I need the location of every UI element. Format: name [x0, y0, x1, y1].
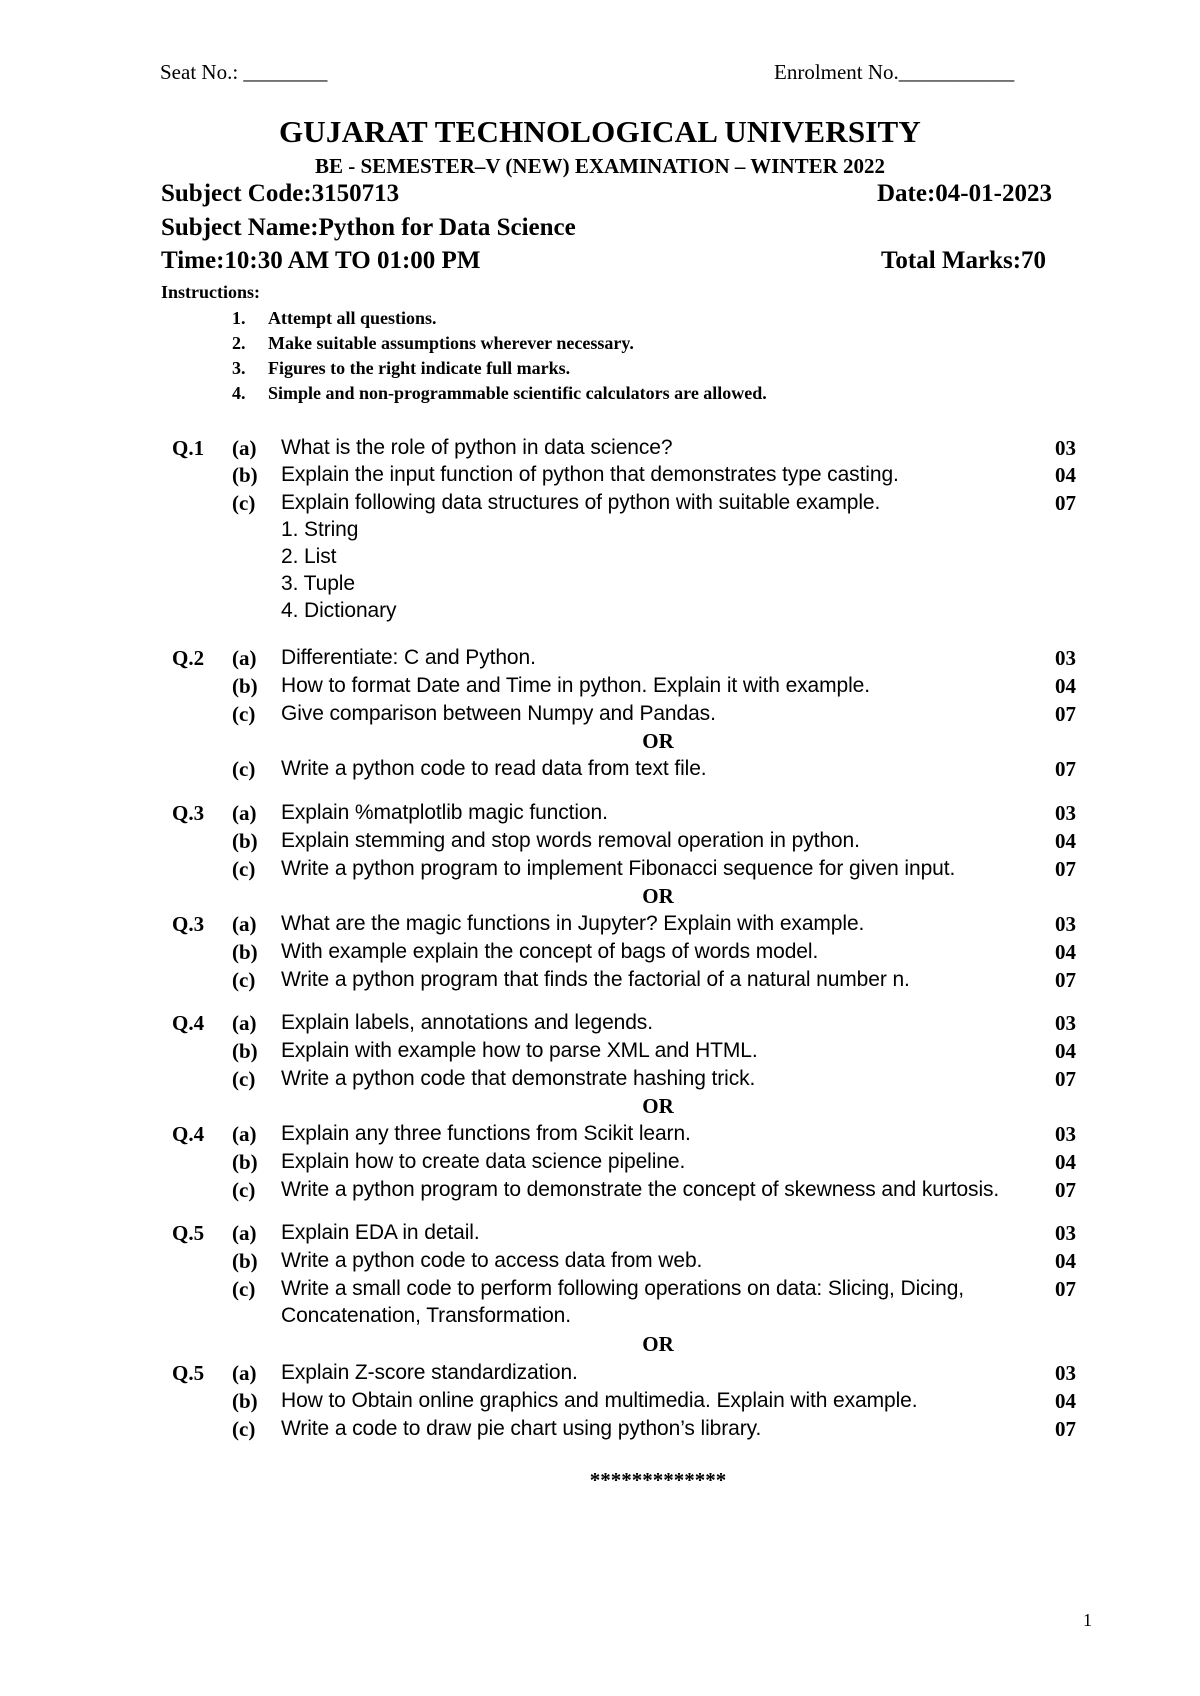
question-text: Explain the input function of python that demonstrates type casting.	[281, 463, 899, 486]
question-marks: 07	[1055, 1277, 1076, 1301]
question-text: How to Obtain online graphics and multimedia. Explain with example.	[281, 1389, 918, 1412]
instruction-item: 4. Simple and non-programmable scientific calculators are allowed.	[232, 383, 767, 403]
instruction-item: 3. Figures to the right indicate full marks.	[232, 358, 571, 378]
sub-question-label: (a)	[232, 436, 257, 460]
end-of-paper-stars: *************	[589, 1468, 727, 1492]
sub-question-label: (b)	[232, 463, 258, 487]
or-separator: OR	[642, 1332, 674, 1356]
question-text: Write a python program that finds the factorial of a natural number n.	[281, 968, 910, 991]
question-number: Q.5	[172, 1361, 205, 1385]
question-text: Explain any three functions from Scikit learn.	[281, 1122, 691, 1145]
question-marks: 07	[1055, 1178, 1076, 1202]
sub-question-label: (c)	[232, 968, 256, 992]
sub-question-label: (c)	[232, 702, 256, 726]
instructions-title: Instructions:	[161, 282, 261, 302]
question-text: What are the magic functions in Jupyter? Explain with example.	[281, 912, 865, 935]
question-marks: 04	[1055, 940, 1076, 964]
question-text: Give comparison between Numpy and Pandas.	[281, 702, 716, 725]
sub-question-label: (b)	[232, 1150, 258, 1174]
question-text: Write a small code to perform following operations on data: Slicing, Dicing,	[281, 1277, 965, 1300]
question-marks: 04	[1055, 1150, 1076, 1174]
question-text: Explain EDA in detail.	[281, 1221, 480, 1244]
list-item: 2. List	[281, 545, 337, 568]
sub-question-label: (a)	[232, 1361, 257, 1385]
sub-question-label: (c)	[232, 757, 256, 781]
or-separator: OR	[642, 884, 674, 908]
question-text: Explain stemming and stop words removal operation in python.	[281, 829, 860, 852]
question-text: Write a code to draw pie chart using python’s library.	[281, 1417, 762, 1440]
or-separator: OR	[642, 729, 674, 753]
or-separator: OR	[642, 1094, 674, 1118]
sub-question-label: (a)	[232, 912, 257, 936]
question-text: Write a python code to read data from text file.	[281, 757, 707, 780]
question-marks: 03	[1055, 1361, 1076, 1385]
question-marks: 07	[1055, 968, 1076, 992]
question-marks: 07	[1055, 857, 1076, 881]
sub-question-label: (b)	[232, 1039, 258, 1063]
question-marks: 03	[1055, 436, 1076, 460]
subject-code: Subject Code:3150713	[161, 180, 400, 207]
question-marks: 03	[1055, 912, 1076, 936]
sub-question-label: (c)	[232, 1178, 256, 1202]
sub-question-label: (a)	[232, 1221, 257, 1245]
question-marks: 07	[1055, 1417, 1076, 1441]
question-marks: 07	[1055, 702, 1076, 726]
question-marks: 04	[1055, 463, 1076, 487]
question-marks: 07	[1055, 491, 1076, 515]
question-number: Q.2	[172, 646, 205, 670]
question-text: Write a python code to access data from web.	[281, 1249, 703, 1272]
question-number: Q.5	[172, 1221, 205, 1245]
list-item: 3. Tuple	[281, 572, 355, 595]
instruction-item: 2. Make suitable assumptions wherever necessary.	[232, 333, 634, 353]
sub-question-label: (a)	[232, 1122, 257, 1146]
question-marks: 04	[1055, 829, 1076, 853]
instruction-item: 1. Attempt all questions.	[232, 308, 437, 328]
question-marks: 07	[1055, 757, 1076, 781]
question-text: Explain %matplotlib magic function.	[281, 801, 608, 824]
sub-question-label: (c)	[232, 1277, 256, 1301]
question-number: Q.4	[172, 1011, 205, 1035]
question-text: What is the role of python in data science?	[281, 436, 673, 459]
question-marks: 04	[1055, 674, 1076, 698]
sub-question-label: (c)	[232, 491, 256, 515]
question-marks: 04	[1055, 1039, 1076, 1063]
question-number: Q.3	[172, 912, 205, 936]
question-text: Explain following data structures of python with suitable example.	[281, 491, 881, 514]
question-text: Explain with example how to parse XML and HTML.	[281, 1039, 758, 1062]
question-marks: 04	[1055, 1389, 1076, 1413]
subject-name: Subject Name:Python for Data Science	[161, 214, 576, 241]
sub-question-label: (c)	[232, 1417, 256, 1441]
university-title: GUJARAT TECHNOLOGICAL UNIVERSITY	[278, 114, 922, 149]
question-marks: 04	[1055, 1249, 1076, 1273]
question-text: Write a python program to demonstrate the concept of skewness and kurtosis.	[281, 1178, 1000, 1201]
total-marks: Total Marks:70	[881, 247, 1047, 274]
question-text: Explain how to create data science pipeline.	[281, 1150, 686, 1173]
question-number: Q.1	[172, 436, 205, 460]
sub-question-label: (b)	[232, 940, 258, 964]
list-item: 4. Dictionary	[281, 599, 397, 622]
sub-question-label: (c)	[232, 1067, 256, 1091]
sub-question-label: (a)	[232, 1011, 257, 1035]
question-text: How to format Date and Time in python. Explain it with example.	[281, 674, 870, 697]
question-marks: 03	[1055, 1011, 1076, 1035]
question-marks: 03	[1055, 1221, 1076, 1245]
sub-question-label: (b)	[232, 674, 258, 698]
question-text: Write a python code that demonstrate hashing trick.	[281, 1067, 756, 1090]
sub-question-label: (a)	[232, 646, 257, 670]
sub-question-label: (c)	[232, 857, 256, 881]
sub-question-label: (b)	[232, 1389, 258, 1413]
exam-title: BE - SEMESTER–V (NEW) EXAMINATION – WINTER 2022	[315, 154, 885, 178]
question-text: With example explain the concept of bags of words model.	[281, 940, 819, 963]
exam-time: Time:10:30 AM TO 01:00 PM	[161, 247, 481, 274]
question-text: Write a python program to implement Fibonacci sequence for given input.	[281, 857, 956, 880]
exam-date: Date:04-01-2023	[877, 180, 1052, 207]
enrolment-number-field: Enrolment No.___________	[774, 60, 1015, 84]
question-marks: 03	[1055, 646, 1076, 670]
question-marks: 03	[1055, 801, 1076, 825]
question-text-continuation: Concatenation, Transformation.	[281, 1304, 571, 1327]
question-number: Q.3	[172, 801, 205, 825]
page-number: 1	[1083, 1610, 1092, 1630]
question-marks: 07	[1055, 1067, 1076, 1091]
seat-number-field: Seat No.: ________	[160, 60, 328, 84]
sub-question-label: (b)	[232, 829, 258, 853]
sub-question-label: (b)	[232, 1249, 258, 1273]
question-text: Explain Z-score standardization.	[281, 1361, 578, 1384]
question-text: Differentiate: C and Python.	[281, 646, 536, 669]
question-number: Q.4	[172, 1122, 205, 1146]
list-item: 1. String	[281, 518, 359, 541]
question-marks: 03	[1055, 1122, 1076, 1146]
sub-question-label: (a)	[232, 801, 257, 825]
question-text: Explain labels, annotations and legends.	[281, 1011, 653, 1034]
